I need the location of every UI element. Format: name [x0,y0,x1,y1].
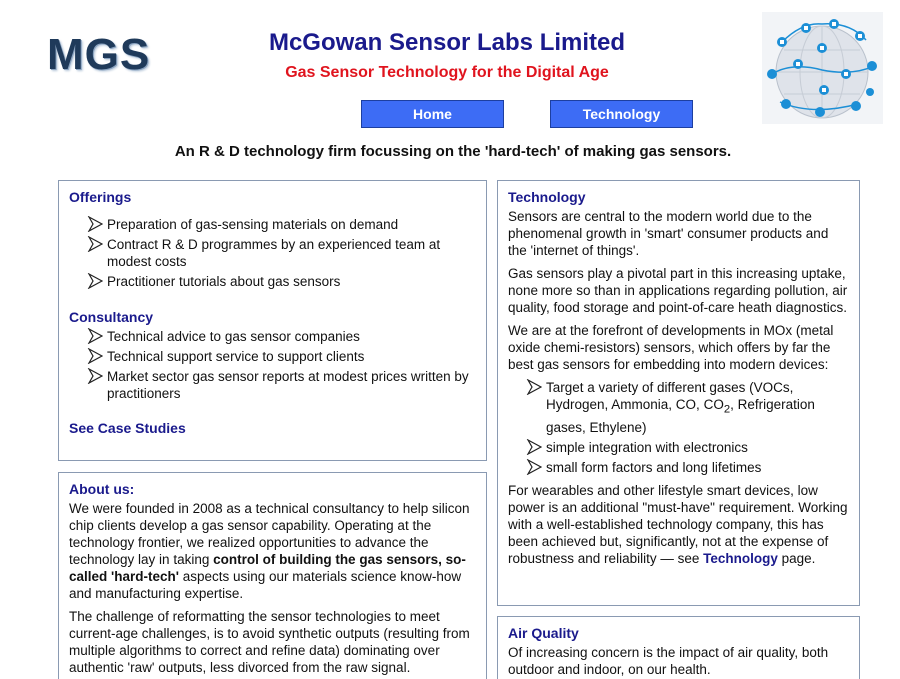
about-paragraph-1: We were founded in 2008 as a technical consultancy to help silicon chip clients develop a gas sensor capability. Operating at the technology frontier, we realized opportunities to advance the technology lay in taking control of building the gas sensors, so-called 'hard-tech' aspects using our materials science know-how and manufacturing expertise. [69,501,470,601]
offerings-panel [58,180,487,461]
intro-statement: An R & D technology firm focussing on the 'hard-tech' of making gas sensors. [174,143,732,160]
arrow-bullet-icon [87,348,103,364]
list-item: Contract R & D programmes by an experienced team at modest costs [87,236,476,270]
list-item: Technical support service to support clients [87,348,476,365]
arrow-bullet-icon [87,236,103,252]
list-item: small form factors and long lifetimes [526,459,849,476]
offerings-list [87,216,476,290]
list-item: Target a variety of different gases (VOCs, Hydrogen, Ammonia, CO, $CO_2$, Refrigeration gases, Ethylene) [526,379,849,436]
about-paragraph-2: The challenge of reformatting the sensor technologies to meet current-age challenges, is to avoid synthetic outputs (resulting from multiple algorithms to correct and refine data) dominating over authentic 'raw' outputs, less divorced from the raw signal. [69,609,470,675]
technology-list [526,379,849,476]
air-quality-heading: Air Quality [508,625,579,641]
arrow-bullet-icon [526,379,542,395]
list-item: Preparation of gas-sensing materials on demand [87,216,476,233]
arrow-bullet-icon [87,328,103,344]
arrow-bullet-icon [87,216,103,232]
list-item: Technical advice to gas sensor companies [87,328,476,345]
site-title: McGowan Sensor Labs Limited [268,29,626,56]
about-panel [58,472,487,679]
technology-page-link[interactable]: Technology [703,550,778,566]
arrow-bullet-icon [526,439,542,455]
list-item: Practitioner tutorials about gas sensors [87,273,476,290]
list-item: Market sector gas sensor reports at modest prices written by practitioners [87,368,476,402]
about-heading: About us: [69,481,135,497]
technology-heading: Technology [508,189,586,205]
arrow-bullet-icon [87,273,103,289]
offerings-heading: Offerings [69,189,132,205]
technology-paragraph-1: Sensors are central to the modern world due to the phenomenal growth in 'smart' consumer products and the 'internet of things'. [508,209,829,258]
arrow-bullet-icon [526,459,542,475]
technology-paragraph-3: We are at the forefront of developments in MOx (metal oxide chemi-resistors) sensors, which offers by far the best gas sensors for embedding into modern devices: [508,323,834,372]
site-tagline: Gas Sensor Technology for the Digital Age [285,64,609,81]
iot-globe-icon [762,12,883,124]
nav-technology-button[interactable]: Technology [550,100,693,128]
technology-panel [497,180,860,606]
nav-home-button[interactable]: Home [361,100,504,128]
arrow-bullet-icon [87,368,103,384]
consultancy-list [87,328,476,402]
company-logo: MGS [47,30,151,79]
list-item: simple integration with electronics [526,439,849,456]
case-studies-link[interactable]: See Case Studies [69,420,186,436]
consultancy-heading: Consultancy [69,309,154,325]
air-quality-panel [497,616,860,679]
air-quality-paragraph-1: Of increasing concern is the impact of air quality, both outdoor and indoor, on our health. [508,645,829,677]
technology-paragraph-4: For wearables and other lifestyle smart devices, low power is an additional "must-have" requirement. Working with a well-established technology company, this has been achieved but, significantly, not at the expense of robustness and reliability — see Technology page. [508,482,848,566]
technology-paragraph-2: Gas sensors play a pivotal part in this increasing uptake, none more so than in applications regarding pollution, air quality, food storage and point-of-care heath diagnostics. [508,266,848,315]
